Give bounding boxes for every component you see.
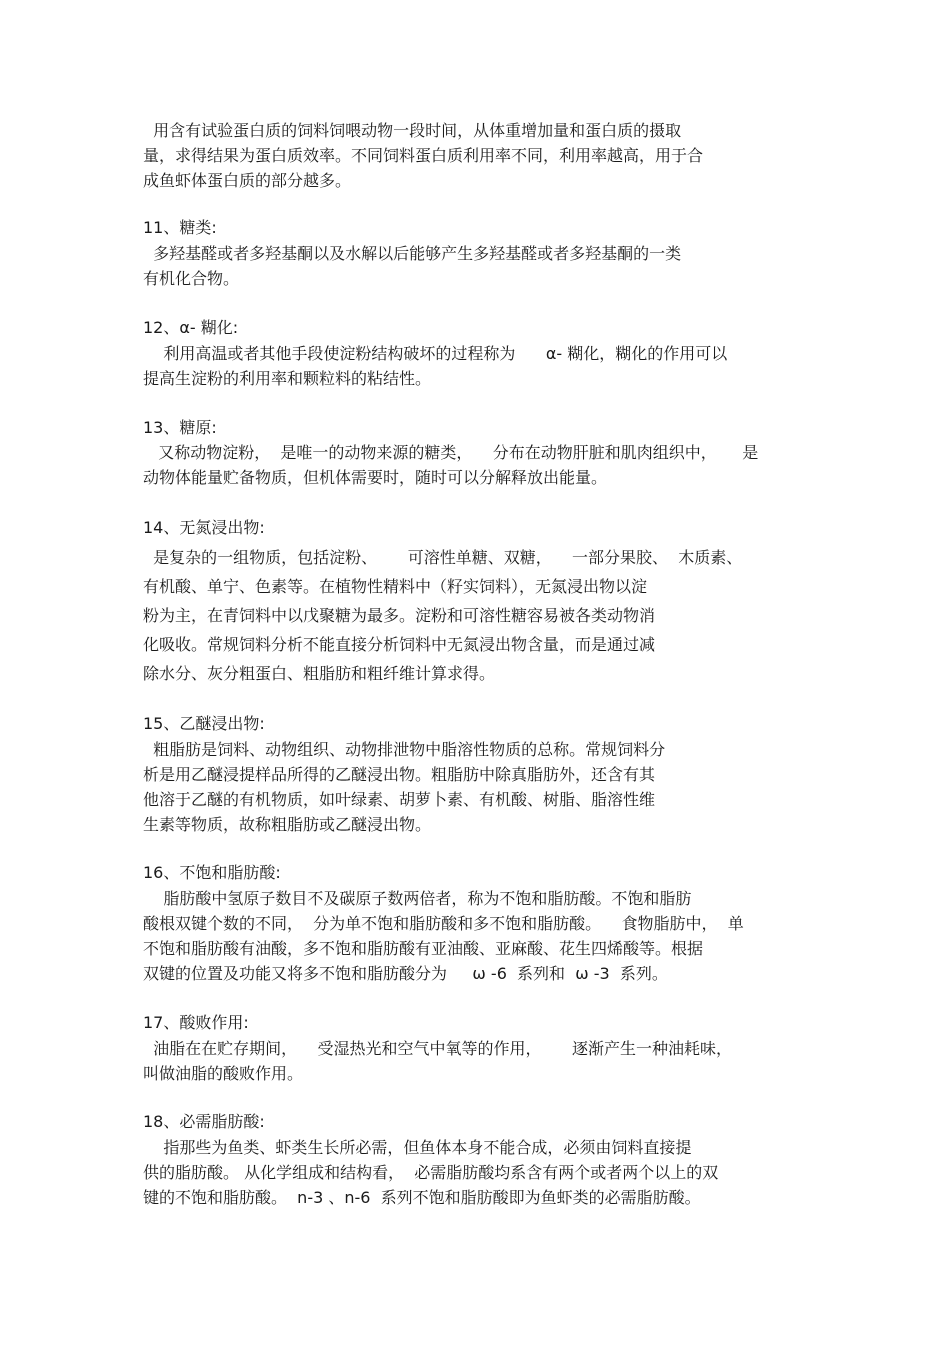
section-line: 利用高温或者其他手段使淀粉结构破坏的过程称为 α- 糊化，糊化的作用可以 — [143, 344, 728, 363]
section-line: 键的不饱和脂肪酸。 n-3 、n-6 系列不饱和脂肪酸即为鱼虾类的必需脂肪酸。 — [143, 1188, 701, 1207]
section-line: 有机酸、单宁、色素等。在植物性精料中（籽实饲料），无氮浸出物以淀 — [143, 577, 648, 596]
intro-line: 用含有试验蛋白质的饲料饲喂动物一段时间，从体重增加量和蛋白质的摄取 — [143, 121, 682, 140]
section-line: 脂肪酸中氢原子数目不及碳原子数两倍者，称为不饱和脂肪酸。不饱和脂肪 — [143, 889, 692, 908]
section-line: 是复杂的一组物质，包括淀粉、 可溶性单糖、双糖， 一部分果胶、 木质素、 — [143, 548, 743, 567]
section-line: 又称动物淀粉， 是唯一的动物来源的糖类， 分布在动物肝脏和肌肉组织中， 是 — [143, 443, 759, 462]
section-line: 有机化合物。 — [143, 269, 240, 288]
section-heading: 13、糖原: — [143, 418, 217, 437]
section-line: 指那些为鱼类、虾类生长所必需，但鱼体本身不能合成，必须由饲料直接提 — [143, 1138, 692, 1157]
section-line: 供的脂肪酸。 从化学组成和结构看， 必需脂肪酸均系含有两个或者两个以上的双 — [143, 1163, 719, 1182]
section-line: 酸根双键个数的不同， 分为单不饱和脂肪酸和多不饱和脂肪酸。 食物脂肪中， 单 — [143, 914, 744, 933]
intro-line: 成鱼虾体蛋白质的部分越多。 — [143, 171, 352, 190]
section-heading: 17、酸败作用: — [143, 1013, 249, 1032]
section-line: 析是用乙醚浸提样品所得的乙醚浸出物。粗脂肪中除真脂肪外，还含有其 — [143, 765, 656, 784]
section-heading: 15、乙醚浸出物: — [143, 714, 265, 733]
intro-line: 量，求得结果为蛋白质效率。不同饲料蛋白质利用率不同，利用率越高，用于合 — [143, 146, 704, 165]
section-line: 不饱和脂肪酸有油酸，多不饱和脂肪酸有亚油酸、亚麻酸、花生四烯酸等。根据 — [143, 939, 704, 958]
section-line: 除水分、灰分粗蛋白、粗脂肪和粗纤维计算求得。 — [143, 664, 496, 683]
section-heading: 11、糖类: — [143, 218, 217, 237]
section-line: 叫做油脂的酸败作用。 — [143, 1064, 304, 1083]
section-line: 粗脂肪是饲料、动物组织、动物排泄物中脂溶性物质的总称。常规饲料分 — [143, 740, 666, 759]
section-heading: 18、必需脂肪酸: — [143, 1112, 265, 1131]
section-line: 动物体能量贮备物质，但机体需要时，随时可以分解释放出能量。 — [143, 468, 608, 487]
section-heading: 14、无氮浸出物: — [143, 518, 265, 537]
section-line: 生素等物质，故称粗脂肪或乙醚浸出物。 — [143, 815, 432, 834]
section-line: 多羟基醛或者多羟基酮以及水解以后能够产生多羟基醛或者多羟基酮的一类 — [143, 244, 682, 263]
section-line: 提高生淀粉的利用率和颗粒料的粘结性。 — [143, 369, 432, 388]
section-line: 他溶于乙醚的有机物质，如叶绿素、胡萝卜素、有机酸、树脂、脂溶性维 — [143, 790, 656, 809]
section-line: 化吸收。常规饲料分析不能直接分析饲料中无氮浸出物含量，而是通过减 — [143, 635, 656, 654]
section-heading: 12、α- 糊化: — [143, 318, 239, 337]
section-line: 油脂在在贮存期间， 受湿热光和空气中氧等的作用， 逐渐产生一种油耗味， — [143, 1039, 733, 1058]
section-line: 粉为主，在青饲料中以戊聚糖为最多。淀粉和可溶性糖容易被各类动物消 — [143, 606, 656, 625]
section-heading: 16、不饱和脂肪酸: — [143, 863, 281, 882]
section-line: 双键的位置及功能又将多不饱和脂肪酸分为 ω -6 系列和 ω -3 系列。 — [143, 964, 668, 983]
